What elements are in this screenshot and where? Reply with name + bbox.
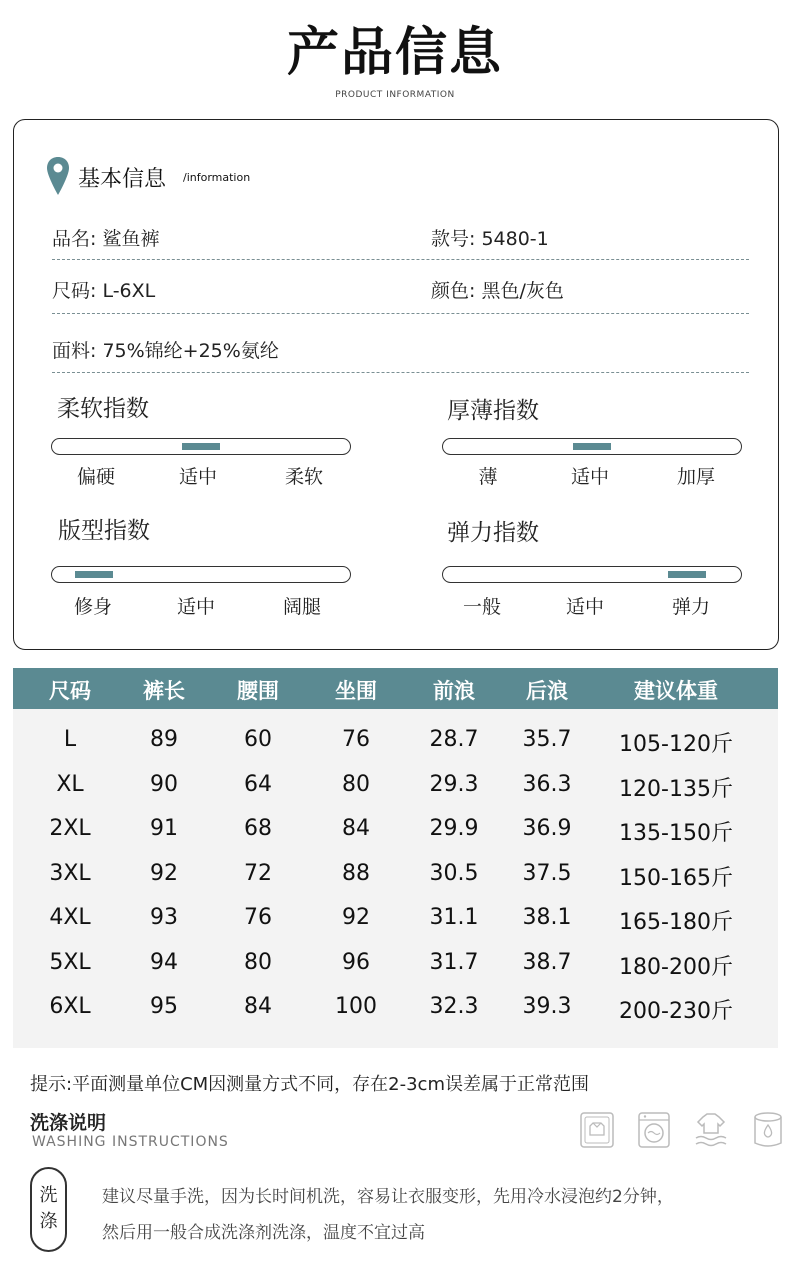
table-cell: 30.5 [429, 860, 479, 886]
softness-label-high: 柔软 [284, 466, 323, 488]
table-cell: 68 [244, 816, 272, 841]
table-cell: 31.7 [429, 949, 479, 975]
table-cell: 76 [342, 727, 370, 752]
table-cell: 95 [150, 994, 178, 1019]
thickness-title: 厚薄指数 [447, 398, 539, 424]
table-cell: 90 [150, 771, 178, 797]
basic-info-title: 基本信息 [78, 167, 167, 192]
softness-label-low: 偏硬 [76, 466, 115, 488]
elasticity-marker [668, 571, 706, 578]
fit-title: 版型指数 [58, 518, 150, 544]
table-cell: 105-120斤 [619, 732, 733, 757]
table-header-cell: 腰围 [237, 679, 279, 703]
table-cell: 89 [150, 727, 178, 752]
elasticity-label-mid: 适中 [565, 596, 604, 618]
table-cell: 35.7 [522, 727, 572, 752]
do-not-soak-icon [693, 1111, 729, 1149]
fit-marker [75, 571, 113, 578]
size-table [13, 668, 778, 1048]
thickness-label-mid: 适中 [570, 466, 609, 488]
measurement-tip: 提示:平面测量单位CM因测量方式不同，存在2-3cm误差属于正常范围 [30, 1074, 589, 1095]
table-header-cell: 尺码 [49, 679, 91, 703]
washing-badge-char: 涤 [39, 1211, 58, 1232]
product-name: 品名: 鲨鱼裤 [52, 228, 160, 250]
table-cell: 28.7 [429, 727, 479, 752]
hand-wash-icon [579, 1111, 615, 1149]
washing-title: 洗涤说明 [30, 1112, 107, 1134]
table-cell: 38.1 [522, 905, 572, 930]
table-cell: 64 [244, 771, 272, 797]
table-cell: 6XL [49, 994, 91, 1019]
fit-label-high: 阔腿 [282, 596, 321, 618]
color-options: 颜色: 黑色/灰色 [431, 280, 564, 302]
table-cell: 36.3 [522, 771, 572, 797]
table-cell: 31.1 [429, 905, 479, 930]
fit-label-low: 修身 [73, 596, 112, 618]
elasticity-label-high: 弹力 [671, 596, 710, 618]
table-cell: 150-165斤 [619, 865, 733, 891]
table-cell: 91 [150, 816, 178, 841]
basic-info-title-en: /information [183, 171, 251, 184]
table-cell: 60 [244, 727, 272, 752]
table-cell: 84 [244, 994, 272, 1019]
divider [52, 259, 749, 260]
location-pin-icon [46, 156, 70, 196]
style-number: 款号: 5480-1 [431, 228, 549, 250]
table-cell: 120-135斤 [619, 776, 733, 802]
divider [52, 372, 749, 373]
table-cell: 165-180斤 [619, 910, 733, 935]
elasticity-title: 弹力指数 [447, 520, 539, 546]
table-cell: L [63, 727, 77, 752]
table-cell: 2XL [49, 816, 91, 841]
table-cell: 37.5 [522, 860, 572, 886]
table-cell: 39.3 [522, 994, 572, 1019]
table-cell: 92 [150, 860, 178, 886]
table-cell: 88 [342, 860, 370, 886]
table-cell: 4XL [49, 905, 91, 930]
table-cell: 76 [244, 905, 272, 930]
table-cell: 92 [342, 905, 370, 930]
table-header-cell: 建议体重 [634, 679, 718, 703]
table-cell: 29.3 [429, 771, 479, 797]
divider [52, 313, 749, 314]
elasticity-track [442, 566, 742, 583]
table-header-cell: 后浪 [526, 679, 568, 703]
softness-track [51, 438, 351, 455]
washing-text-line1: 建议尽量手洗，因为长时间机洗，容易让衣服变形，先用冷水浸泡约2分钟， [102, 1187, 674, 1207]
size-range: 尺码: L-6XL [52, 280, 156, 302]
thickness-marker [573, 443, 611, 450]
table-cell: 200-230斤 [619, 999, 733, 1024]
table-cell: 72 [244, 860, 272, 886]
table-cell: 32.3 [429, 994, 479, 1019]
table-cell: 96 [342, 949, 370, 975]
fit-label-mid: 适中 [176, 596, 215, 618]
page-title: 产品信息 [286, 23, 503, 83]
softness-title: 柔软指数 [57, 396, 149, 422]
thickness-track [442, 438, 742, 455]
elasticity-label-low: 一般 [462, 596, 501, 618]
table-header-cell: 裤长 [143, 679, 185, 703]
table-cell: 94 [150, 949, 178, 975]
table-cell: 80 [244, 949, 272, 975]
table-cell: 180-200斤 [619, 954, 733, 980]
washing-text-line2: 然后用一般合成洗涤剂洗涤，温度不宜过高 [102, 1223, 425, 1243]
info-card [13, 119, 779, 650]
thickness-label-low: 薄 [478, 466, 498, 488]
washing-title-en: WASHING INSTRUCTIONS [32, 1134, 229, 1150]
table-header-cell: 坐围 [335, 679, 377, 703]
table-header-cell: 前浪 [433, 679, 475, 703]
table-header [13, 668, 778, 709]
table-cell: 38.7 [522, 949, 572, 975]
table-cell: 3XL [49, 860, 91, 886]
fit-track [51, 566, 351, 583]
softness-marker [182, 443, 220, 450]
water-temperature-icon [750, 1111, 786, 1149]
table-cell: 100 [335, 994, 377, 1019]
table-cell: 80 [342, 771, 370, 797]
machine-wash-icon [636, 1111, 672, 1149]
washing-badge [30, 1167, 67, 1252]
table-cell: 84 [342, 816, 370, 841]
table-cell: 29.9 [429, 816, 479, 841]
thickness-label-high: 加厚 [676, 466, 715, 488]
softness-label-mid: 适中 [178, 466, 217, 488]
table-cell: 36.9 [522, 816, 572, 841]
fabric-composition: 面料: 75%锦纶+25%氨纶 [52, 340, 279, 362]
page-subtitle: PRODUCT INFORMATION [335, 90, 455, 100]
table-cell: 5XL [49, 949, 91, 975]
washing-badge-char: 洗 [39, 1185, 58, 1206]
table-cell: 93 [150, 905, 178, 930]
table-cell: XL [56, 771, 84, 797]
table-cell: 135-150斤 [619, 821, 733, 846]
